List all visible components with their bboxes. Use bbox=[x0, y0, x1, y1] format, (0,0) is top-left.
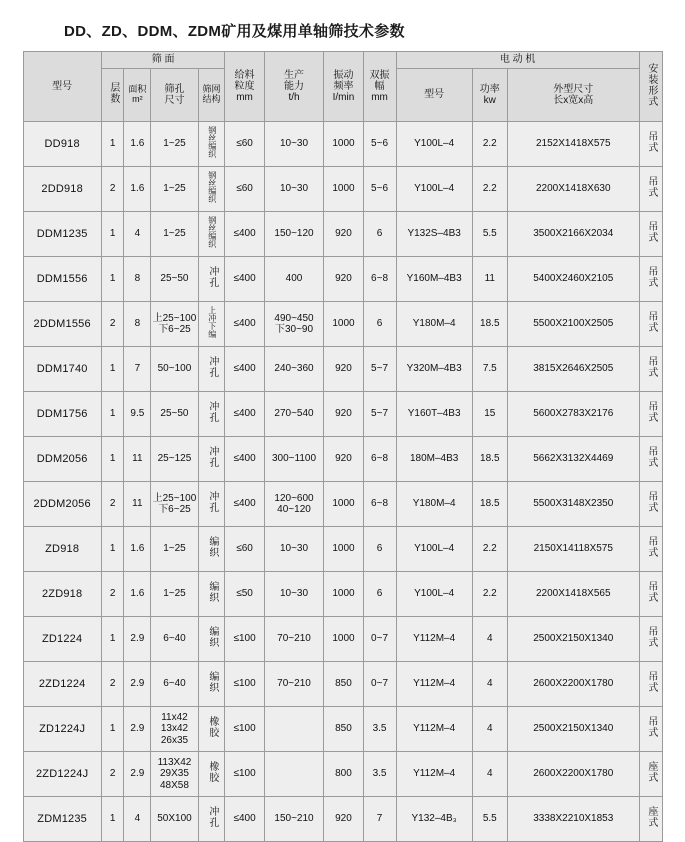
cell-amplitude: 5~7 bbox=[363, 347, 396, 392]
cell-amplitude: 6~8 bbox=[363, 482, 396, 527]
cell-mesh-structure: 编织 bbox=[198, 617, 225, 662]
cell-capacity: 300~1100 bbox=[264, 437, 324, 482]
cell-dimensions: 5662X3132X4469 bbox=[507, 437, 639, 482]
cell-capacity bbox=[264, 707, 324, 752]
cell-dimensions: 2150X14118X575 bbox=[507, 527, 639, 572]
table-row bbox=[23, 257, 662, 302]
cell-area: 2.9 bbox=[124, 752, 151, 797]
cell-amplitude: 0~7 bbox=[363, 617, 396, 662]
cell-feed-size: ≤50 bbox=[225, 572, 264, 617]
cell-vib-freq: 1000 bbox=[324, 122, 363, 167]
cell-area: 1.6 bbox=[124, 122, 151, 167]
cell-amplitude: 5~6 bbox=[363, 122, 396, 167]
cell-layers: 2 bbox=[101, 572, 124, 617]
cell-vib-freq: 800 bbox=[324, 752, 363, 797]
table-body bbox=[23, 122, 662, 842]
cell-install: 吊式 bbox=[639, 482, 662, 527]
table-row bbox=[23, 167, 662, 212]
cell-hole-size: 6~40 bbox=[151, 617, 198, 662]
cell-vib-freq: 850 bbox=[324, 662, 363, 707]
column-header-area: 面积 m² bbox=[124, 69, 151, 122]
cell-vib-freq: 920 bbox=[324, 347, 363, 392]
cell-area: 1.6 bbox=[124, 527, 151, 572]
cell-hole-size: 1~25 bbox=[151, 212, 198, 257]
cell-model: ZDM1235 bbox=[23, 797, 101, 842]
table-row bbox=[23, 572, 662, 617]
cell-capacity: 70~210 bbox=[264, 662, 324, 707]
cell-feed-size: ≤400 bbox=[225, 797, 264, 842]
cell-layers: 1 bbox=[101, 707, 124, 752]
column-header-mesh-structure: 筛网 结构 bbox=[198, 69, 225, 122]
cell-model: DDM1740 bbox=[23, 347, 101, 392]
table-row bbox=[23, 707, 662, 752]
cell-motor-model: Y132S–4B3 bbox=[396, 212, 472, 257]
cell-install: 座式 bbox=[639, 752, 662, 797]
cell-mesh-structure: 冲孔 bbox=[198, 482, 225, 527]
cell-capacity: 150~120 bbox=[264, 212, 324, 257]
cell-motor-model: Y132–4B₃ bbox=[396, 797, 472, 842]
cell-vib-freq: 1000 bbox=[324, 572, 363, 617]
cell-install: 座式 bbox=[639, 797, 662, 842]
cell-hole-size: 6~40 bbox=[151, 662, 198, 707]
cell-feed-size: ≤400 bbox=[225, 347, 264, 392]
cell-model: DDM2056 bbox=[23, 437, 101, 482]
table-row bbox=[23, 662, 662, 707]
cell-dimensions: 3338X2210X1853 bbox=[507, 797, 639, 842]
cell-layers: 2 bbox=[101, 167, 124, 212]
cell-amplitude: 7 bbox=[363, 797, 396, 842]
table-row bbox=[23, 617, 662, 662]
cell-install: 吊式 bbox=[639, 167, 662, 212]
cell-power: 4 bbox=[472, 707, 507, 752]
cell-vib-freq: 1000 bbox=[324, 482, 363, 527]
cell-mesh-structure: 橡胶 bbox=[198, 707, 225, 752]
cell-install: 吊式 bbox=[639, 302, 662, 347]
cell-model: DDM1556 bbox=[23, 257, 101, 302]
cell-hole-size: 1~25 bbox=[151, 122, 198, 167]
cell-area: 9.5 bbox=[124, 392, 151, 437]
cell-motor-model: Y112M–4 bbox=[396, 617, 472, 662]
cell-mesh-structure: 编织 bbox=[198, 572, 225, 617]
table-row bbox=[23, 122, 662, 167]
cell-amplitude: 5~6 bbox=[363, 167, 396, 212]
cell-model: ZD1224J bbox=[23, 707, 101, 752]
cell-layers: 1 bbox=[101, 212, 124, 257]
cell-dimensions: 2152X1418X575 bbox=[507, 122, 639, 167]
cell-capacity bbox=[264, 752, 324, 797]
cell-motor-model: 180M–4B3 bbox=[396, 437, 472, 482]
column-header-dimensions: 外型尺寸 长x宽x高 bbox=[507, 69, 639, 122]
cell-install: 吊式 bbox=[639, 527, 662, 572]
cell-layers: 1 bbox=[101, 617, 124, 662]
cell-hole-size: 25~125 bbox=[151, 437, 198, 482]
cell-hole-size: 11x42 13x42 26x35 bbox=[151, 707, 198, 752]
cell-motor-model: Y100L–4 bbox=[396, 572, 472, 617]
group-header-screen-surface: 筛 面 bbox=[101, 52, 225, 69]
cell-model: ZD1224 bbox=[23, 617, 101, 662]
cell-area: 4 bbox=[124, 797, 151, 842]
cell-install: 吊式 bbox=[639, 572, 662, 617]
cell-layers: 1 bbox=[101, 437, 124, 482]
cell-amplitude: 3.5 bbox=[363, 752, 396, 797]
column-header-vib-freq: 振动 频率 I/min bbox=[324, 52, 363, 122]
cell-area: 1.6 bbox=[124, 167, 151, 212]
cell-capacity: 70~210 bbox=[264, 617, 324, 662]
cell-hole-size: 113X42 29X35 48X58 bbox=[151, 752, 198, 797]
cell-capacity: 10~30 bbox=[264, 572, 324, 617]
cell-mesh-structure: 冲孔 bbox=[198, 257, 225, 302]
cell-capacity: 10~30 bbox=[264, 527, 324, 572]
cell-hole-size: 50X100 bbox=[151, 797, 198, 842]
cell-layers: 1 bbox=[101, 122, 124, 167]
cell-dimensions: 2600X2200X1780 bbox=[507, 662, 639, 707]
cell-model: 2DDM2056 bbox=[23, 482, 101, 527]
cell-dimensions: 2500X2150X1340 bbox=[507, 707, 639, 752]
cell-feed-size: ≤100 bbox=[225, 617, 264, 662]
cell-area: 11 bbox=[124, 482, 151, 527]
cell-install: 吊式 bbox=[639, 437, 662, 482]
cell-vib-freq: 1000 bbox=[324, 302, 363, 347]
table-header bbox=[23, 52, 662, 122]
cell-layers: 1 bbox=[101, 527, 124, 572]
cell-vib-freq: 920 bbox=[324, 437, 363, 482]
cell-area: 8 bbox=[124, 257, 151, 302]
cell-hole-size: 1~25 bbox=[151, 167, 198, 212]
page-title: DD、ZD、DDM、ZDM矿用及煤用单轴筛技术参数 bbox=[64, 23, 405, 40]
cell-model: 2DD918 bbox=[23, 167, 101, 212]
cell-vib-freq: 920 bbox=[324, 797, 363, 842]
cell-power: 2.2 bbox=[472, 527, 507, 572]
table-row bbox=[23, 347, 662, 392]
cell-feed-size: ≤60 bbox=[225, 527, 264, 572]
cell-hole-size: 1~25 bbox=[151, 572, 198, 617]
cell-area: 2.9 bbox=[124, 662, 151, 707]
cell-power: 2.2 bbox=[472, 572, 507, 617]
cell-layers: 1 bbox=[101, 347, 124, 392]
cell-layers: 2 bbox=[101, 662, 124, 707]
cell-install: 吊式 bbox=[639, 257, 662, 302]
cell-hole-size: 1~25 bbox=[151, 527, 198, 572]
cell-mesh-structure: 编织 bbox=[198, 662, 225, 707]
cell-power: 2.2 bbox=[472, 122, 507, 167]
cell-vib-freq: 920 bbox=[324, 257, 363, 302]
cell-power: 5.5 bbox=[472, 212, 507, 257]
cell-motor-model: Y180M–4 bbox=[396, 302, 472, 347]
cell-area: 11 bbox=[124, 437, 151, 482]
cell-vib-freq: 850 bbox=[324, 707, 363, 752]
cell-amplitude: 6 bbox=[363, 527, 396, 572]
cell-hole-size: 25~50 bbox=[151, 257, 198, 302]
cell-dimensions: 5500X3148X2350 bbox=[507, 482, 639, 527]
cell-amplitude: 6 bbox=[363, 302, 396, 347]
cell-feed-size: ≤400 bbox=[225, 482, 264, 527]
cell-model: DDM1756 bbox=[23, 392, 101, 437]
cell-vib-freq: 920 bbox=[324, 392, 363, 437]
column-header-capacity: 生产 能力 t/h bbox=[264, 52, 324, 122]
cell-power: 15 bbox=[472, 392, 507, 437]
cell-model: DD918 bbox=[23, 122, 101, 167]
cell-install: 吊式 bbox=[639, 662, 662, 707]
cell-capacity: 10~30 bbox=[264, 167, 324, 212]
cell-motor-model: Y160M–4B3 bbox=[396, 257, 472, 302]
cell-hole-size: 上25~100下6~25 bbox=[151, 482, 198, 527]
cell-capacity: 240~360 bbox=[264, 347, 324, 392]
cell-feed-size: ≤100 bbox=[225, 707, 264, 752]
cell-layers: 2 bbox=[101, 482, 124, 527]
cell-vib-freq: 1000 bbox=[324, 167, 363, 212]
cell-capacity: 10~30 bbox=[264, 122, 324, 167]
cell-area: 2.9 bbox=[124, 617, 151, 662]
cell-amplitude: 5~7 bbox=[363, 392, 396, 437]
column-header-amplitude: 双振 幅 mm bbox=[363, 52, 396, 122]
cell-amplitude: 6 bbox=[363, 212, 396, 257]
cell-install: 吊式 bbox=[639, 617, 662, 662]
cell-hole-size: 25~50 bbox=[151, 392, 198, 437]
cell-motor-model: Y112M–4 bbox=[396, 707, 472, 752]
column-header-feed-size: 给料 粒度 mm bbox=[225, 52, 264, 122]
column-header-layers: 层数 bbox=[101, 69, 124, 122]
cell-motor-model: Y112M–4 bbox=[396, 752, 472, 797]
cell-power: 18.5 bbox=[472, 302, 507, 347]
table-row bbox=[23, 527, 662, 572]
cell-feed-size: ≤400 bbox=[225, 257, 264, 302]
cell-capacity: 120~600 40~120 bbox=[264, 482, 324, 527]
cell-model: 2ZD1224J bbox=[23, 752, 101, 797]
cell-amplitude: 3.5 bbox=[363, 707, 396, 752]
cell-capacity: 490~450 下30~90 bbox=[264, 302, 324, 347]
cell-capacity: 400 bbox=[264, 257, 324, 302]
cell-mesh-structure: 编织 bbox=[198, 527, 225, 572]
cell-hole-size: 上25~100下6~25 bbox=[151, 302, 198, 347]
cell-feed-size: ≤60 bbox=[225, 167, 264, 212]
cell-dimensions: 2500X2150X1340 bbox=[507, 617, 639, 662]
cell-layers: 1 bbox=[101, 797, 124, 842]
cell-motor-model: Y320M–4B3 bbox=[396, 347, 472, 392]
cell-amplitude: 6~8 bbox=[363, 257, 396, 302]
cell-amplitude: 6~8 bbox=[363, 437, 396, 482]
cell-area: 8 bbox=[124, 302, 151, 347]
cell-model: DDM1235 bbox=[23, 212, 101, 257]
cell-power: 18.5 bbox=[472, 482, 507, 527]
cell-feed-size: ≤400 bbox=[225, 302, 264, 347]
cell-dimensions: 5500X2100X2505 bbox=[507, 302, 639, 347]
cell-mesh-structure: 橡胶 bbox=[198, 752, 225, 797]
cell-area: 7 bbox=[124, 347, 151, 392]
cell-vib-freq: 920 bbox=[324, 212, 363, 257]
cell-capacity: 150~210 bbox=[264, 797, 324, 842]
cell-hole-size: 50~100 bbox=[151, 347, 198, 392]
table-row bbox=[23, 797, 662, 842]
table-row bbox=[23, 212, 662, 257]
column-header-motor-model: 型号 bbox=[396, 69, 472, 122]
cell-layers: 1 bbox=[101, 392, 124, 437]
spec-table bbox=[23, 51, 663, 842]
cell-mesh-structure: 钢丝编织 bbox=[198, 212, 225, 257]
cell-power: 7.5 bbox=[472, 347, 507, 392]
cell-mesh-structure: 冲孔 bbox=[198, 437, 225, 482]
cell-power: 5.5 bbox=[472, 797, 507, 842]
cell-area: 4 bbox=[124, 212, 151, 257]
cell-motor-model: Y112M–4 bbox=[396, 662, 472, 707]
cell-power: 18.5 bbox=[472, 437, 507, 482]
cell-capacity: 270~540 bbox=[264, 392, 324, 437]
cell-power: 2.2 bbox=[472, 167, 507, 212]
cell-model: 2ZD918 bbox=[23, 572, 101, 617]
cell-power: 11 bbox=[472, 257, 507, 302]
column-header-install: 安装形式 bbox=[639, 52, 662, 122]
cell-motor-model: Y100L–4 bbox=[396, 527, 472, 572]
cell-power: 4 bbox=[472, 662, 507, 707]
cell-mesh-structure: 钢丝编织 bbox=[198, 122, 225, 167]
cell-layers: 1 bbox=[101, 257, 124, 302]
cell-feed-size: ≤100 bbox=[225, 662, 264, 707]
table-row bbox=[23, 482, 662, 527]
cell-area: 1.6 bbox=[124, 572, 151, 617]
cell-mesh-structure: 上冲下编 bbox=[198, 302, 225, 347]
cell-dimensions: 2200X1418X565 bbox=[507, 572, 639, 617]
cell-feed-size: ≤60 bbox=[225, 122, 264, 167]
cell-install: 吊式 bbox=[639, 122, 662, 167]
cell-layers: 2 bbox=[101, 752, 124, 797]
table-row bbox=[23, 437, 662, 482]
cell-dimensions: 5600X2783X2176 bbox=[507, 392, 639, 437]
cell-feed-size: ≤400 bbox=[225, 437, 264, 482]
cell-vib-freq: 1000 bbox=[324, 617, 363, 662]
cell-model: 2ZD1224 bbox=[23, 662, 101, 707]
cell-power: 4 bbox=[472, 617, 507, 662]
table-row bbox=[23, 752, 662, 797]
cell-feed-size: ≤400 bbox=[225, 212, 264, 257]
cell-model: 2DDM1556 bbox=[23, 302, 101, 347]
cell-dimensions: 3815X2646X2505 bbox=[507, 347, 639, 392]
column-header-model: 型号 bbox=[23, 52, 101, 122]
cell-motor-model: Y180M–4 bbox=[396, 482, 472, 527]
cell-power: 4 bbox=[472, 752, 507, 797]
column-header-hole-size: 筛孔 尺寸 bbox=[151, 69, 198, 122]
cell-model: ZD918 bbox=[23, 527, 101, 572]
cell-amplitude: 0~7 bbox=[363, 662, 396, 707]
cell-dimensions: 5400X2460X2105 bbox=[507, 257, 639, 302]
cell-area: 2.9 bbox=[124, 707, 151, 752]
cell-mesh-structure: 冲孔 bbox=[198, 347, 225, 392]
cell-dimensions: 2200X1418X630 bbox=[507, 167, 639, 212]
cell-dimensions: 2600X2200X1780 bbox=[507, 752, 639, 797]
cell-feed-size: ≤100 bbox=[225, 752, 264, 797]
cell-vib-freq: 1000 bbox=[324, 527, 363, 572]
cell-motor-model: Y100L–4 bbox=[396, 167, 472, 212]
column-header-power: 功率 kw bbox=[472, 69, 507, 122]
table-row bbox=[23, 392, 662, 437]
table-group-header-row bbox=[23, 52, 662, 69]
cell-install: 吊式 bbox=[639, 392, 662, 437]
cell-mesh-structure: 钢丝编织 bbox=[198, 167, 225, 212]
cell-amplitude: 6 bbox=[363, 572, 396, 617]
cell-install: 吊式 bbox=[639, 707, 662, 752]
table-row bbox=[23, 302, 662, 347]
cell-dimensions: 3500X2166X2034 bbox=[507, 212, 639, 257]
cell-layers: 2 bbox=[101, 302, 124, 347]
cell-mesh-structure: 冲孔 bbox=[198, 797, 225, 842]
cell-motor-model: Y100L–4 bbox=[396, 122, 472, 167]
cell-feed-size: ≤400 bbox=[225, 392, 264, 437]
cell-install: 吊式 bbox=[639, 212, 662, 257]
cell-mesh-structure: 冲孔 bbox=[198, 392, 225, 437]
group-header-motor: 电 动 机 bbox=[396, 52, 639, 69]
cell-install: 吊式 bbox=[639, 347, 662, 392]
cell-motor-model: Y160T–4B3 bbox=[396, 392, 472, 437]
